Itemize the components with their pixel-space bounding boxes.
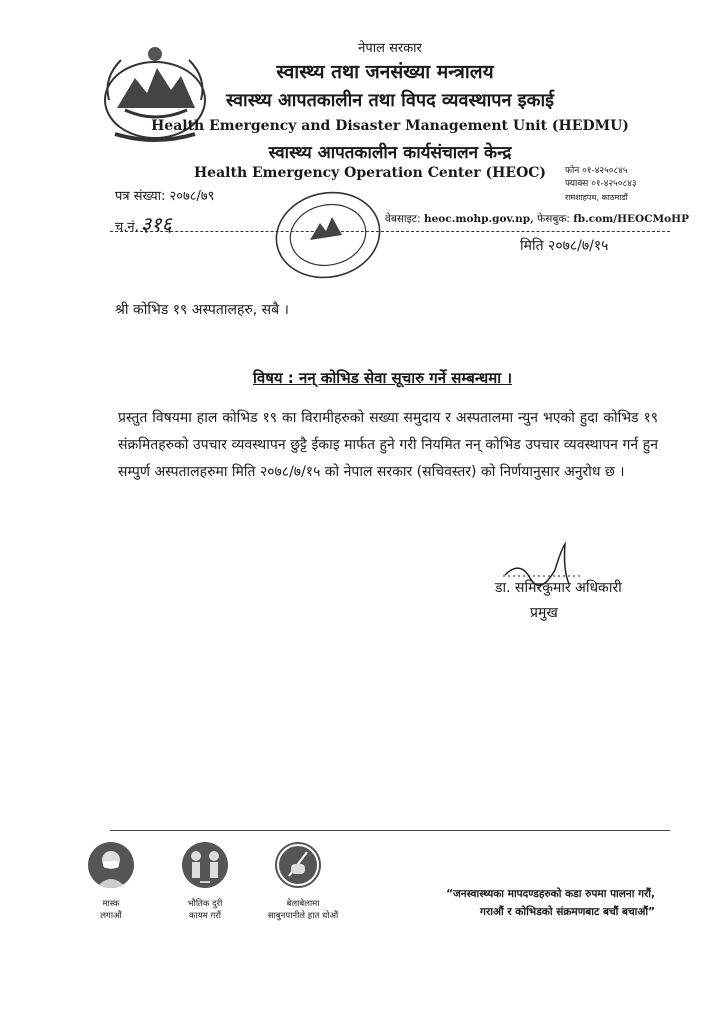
quote-line-2: गराऔं र कोभिडको संक्रमणबाट बचौं बचाऔं” (480, 906, 655, 918)
registration-value: ३१६ (140, 212, 172, 236)
signatory-name: डा. समिरकुमार अधिकारी (495, 580, 622, 596)
unit-name-nepali: स्वास्थ्य आपतकालीन तथा विपद व्यवस्थापन इकाई (226, 90, 554, 111)
office-location: रामशाहपथ, काठमाडौं (565, 193, 628, 202)
contact-block (565, 165, 705, 204)
handwash-icon (275, 842, 321, 888)
public-health-quote (395, 885, 655, 921)
letter-body: प्रस्तुत विषयमा हाल कोभिड १९ का विरामीहरुको सख्या समुदाय र अस्पतालमा न्युन भएको हुदा कोभिड १९ संक्रमितहरुको उपचार व्यवस्थापन छुट्टै ईकाइ मार्फत हुने गरी नियमित नन् कोभिड उपचार व्यवस्थापन गर्न हुन सम्पुर्ण अस्पतालहरुमा मिति २०७८/७/१५ को नेपाल सरकार (सचिवस्तर) को निर्णयानुसार अनुरोध छ । (118, 410, 658, 480)
facebook-label: फेसबुक: (537, 213, 570, 225)
reference-number: पत्र संख्या: २०७८/७९ (115, 189, 215, 204)
tip-distance-caption: भौतिक दुरी कायम गरौं (187, 899, 223, 921)
subject-line: विषय : नन् कोभिड सेवा सूचारु गर्ने सम्बन्धमा । (252, 369, 513, 387)
header-divider (110, 231, 670, 232)
phone-number: फोन ०१-४२५०८४५ (565, 166, 628, 176)
government-name: नेपाल सरकार (358, 41, 422, 56)
center-name-english: Health Emergency Operation Center (HEOC) (193, 165, 547, 181)
official-stamp-icon (268, 185, 388, 285)
center-name-nepali: स्वास्थ्य आपतकालीन कार्यसंचालन केन्द्र (268, 143, 512, 163)
fax-number: फ्याक्स ०१-४२५०८४३ (565, 179, 637, 189)
signatory-role: प्रमुख (530, 605, 558, 621)
web-links (385, 212, 689, 226)
ministry-name: स्वास्थ्य तथा जनसंख्या मन्त्रालय (276, 61, 494, 83)
footer-divider (110, 830, 670, 831)
registration-number (115, 210, 172, 237)
letter-date: मिति २०७८/७/१५ (520, 238, 609, 254)
tip-mask-caption: मास्क लगाऔं (100, 899, 122, 921)
mask-icon (88, 842, 134, 888)
addressee: श्री कोभिड १९ अस्पतालहरु, सबै । (115, 302, 289, 318)
facebook-link[interactable]: fb.com/HEOCMoHP (573, 213, 689, 225)
quote-line-1: “जनस्वास्थ्यका मापदण्डहरुको कडा रुपमा पालना गरौं, (446, 888, 655, 900)
registration-label: च.नं. (115, 220, 139, 235)
tip-handwash-caption: बेलाबेलामा साबुनपानीले हात धोऔं (267, 899, 339, 921)
unit-name-english: Health Emergency and Disaster Management Unit (HEDMU) (151, 118, 629, 134)
website-label: वेबसाइट: (385, 213, 421, 225)
website-link[interactable]: heoc.mohp.gov.np, (423, 213, 534, 225)
distance-icon (182, 842, 228, 888)
